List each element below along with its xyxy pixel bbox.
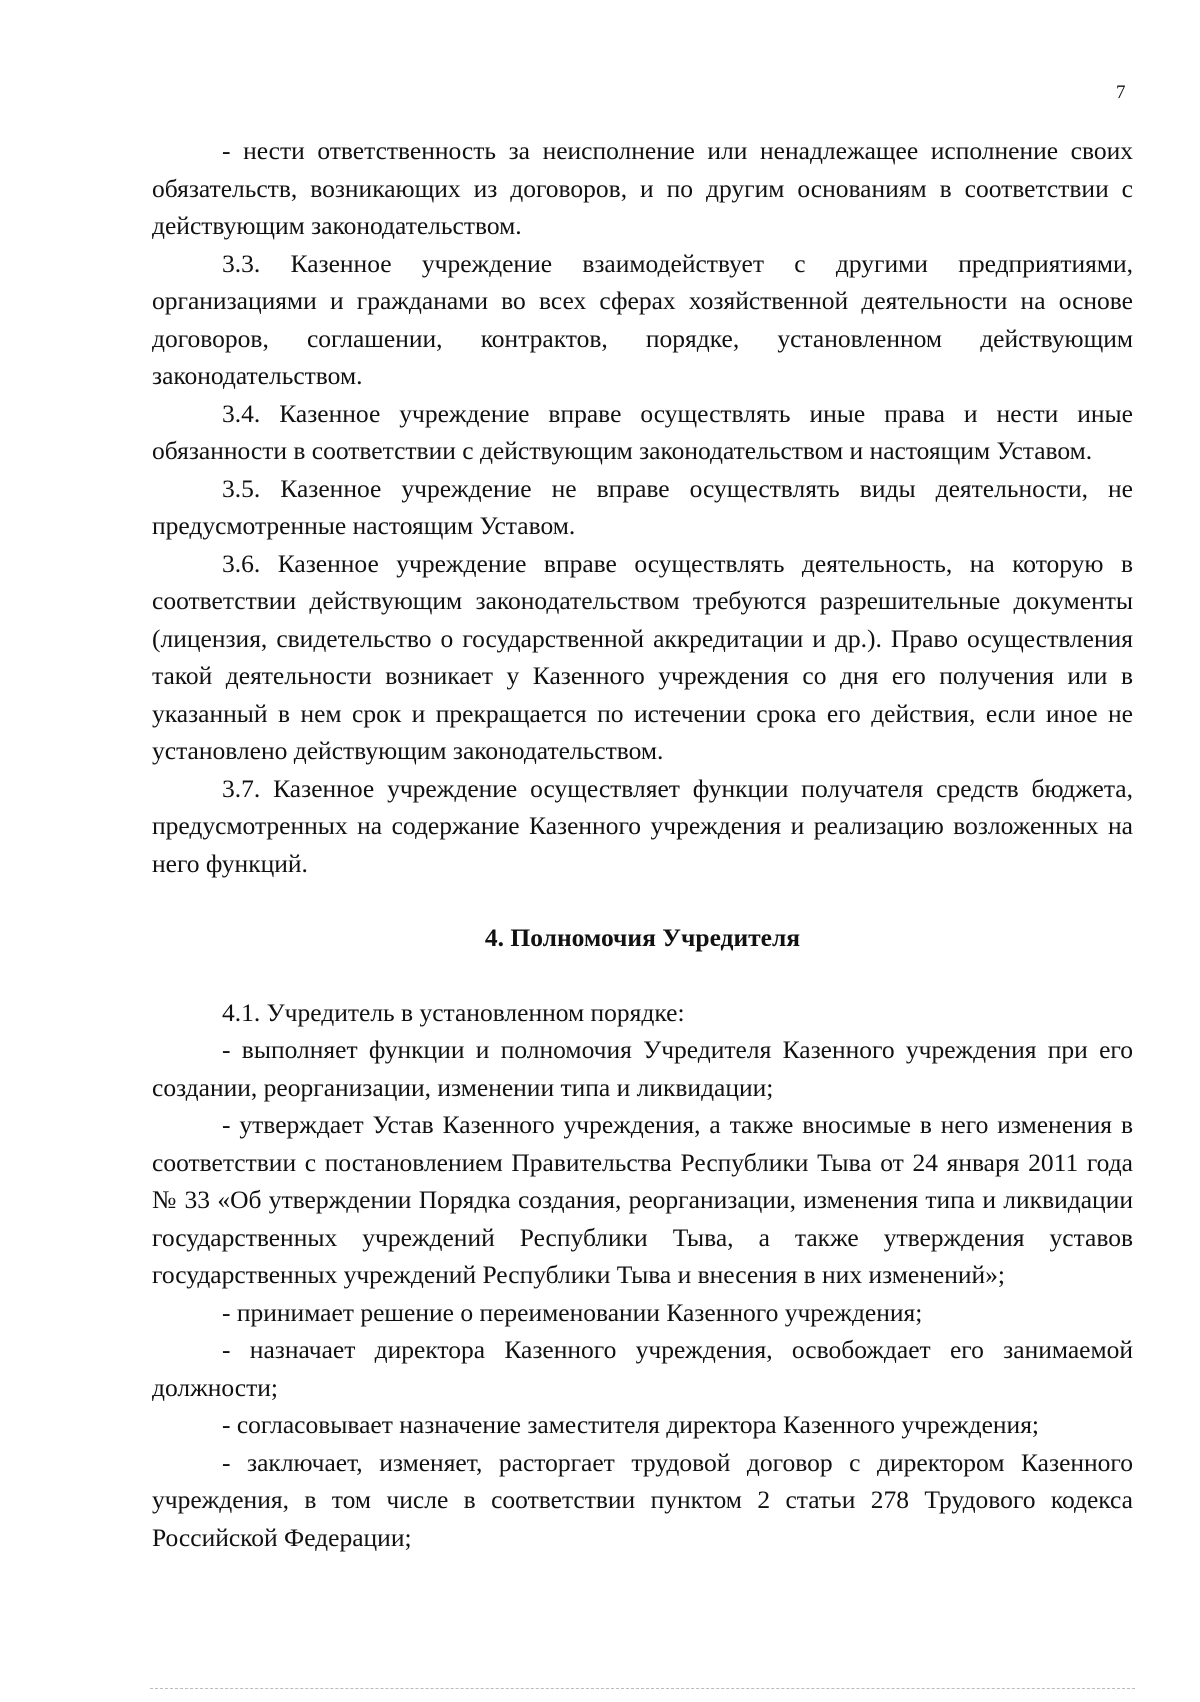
paragraph-3-5: 3.5. Казенное учреждение не вправе осуществлять виды деятельности, не предусмотренные настоящим Уставом. — [152, 473, 1133, 540]
paragraph-3-6: 3.6. Казенное учреждение вправе осуществлять деятельность, на которую в соответствии действующим законодательством требуются разрешительные документы (лицензия, свидетельство о государственной аккредитации и др.). Право осуществления такой деятельности возникает у Казенного учреждения со дня его получения или в указанный в нем срок и прекращается по истечении срока его действия, если иное не установлено действующим законодательством. — [152, 548, 1133, 765]
document-body — [152, 132, 1133, 1556]
paragraph-3-7: 3.7. Казенное учреждение осуществляет функции получателя средств бюджета, предусмотренных на содержание Казенного учреждения и реализацию возложенных на него функций. — [152, 773, 1133, 878]
paragraph-3-4: 3.4. Казенное учреждение вправе осуществлять иные права и нести иные обязанности в соответствии с действующим законодательством и настоящим Уставом. — [152, 398, 1133, 465]
paragraph-4-1: 4.1. Учредитель в установленном порядке: — [222, 997, 685, 1027]
list-item-charter: - утверждает Устав Казенного учреждения, а также вносимые в него изменения в соответствии с постановлением Правительства Республики Тыва от 24 января 2011 года № 33 «Об утверждении Порядка создания, реорганизации, изменения типа и ликвидации государственных учреждений Республики Тыва, а также утверждения уставов государственных учреждений Республики Тыва и внесения в них изменений»; — [152, 1110, 1133, 1289]
list-item-director: - назначает директора Казенного учреждения, освобождает его занимаемой должности; — [152, 1335, 1133, 1402]
page-number: 7 — [1116, 82, 1126, 103]
scan-edge-line — [150, 1688, 1135, 1689]
list-item-deputy: - согласовывает назначение заместителя директора Казенного учреждения; — [222, 1410, 1040, 1439]
paragraph-liability: - нести ответственность за неисполнение или ненадлежащее исполнение своих обязательств, возникающих из договоров, и по другим основаниям в соответствии с действующим законодательством. — [152, 136, 1133, 240]
list-item-functions: - выполняет функции и полномочия Учредителя Казенного учреждения при его создании, реорганизации, изменении типа и ликвидации; — [152, 1035, 1133, 1102]
list-item-contract: - заключает, изменяет, расторгает трудовой договор с директором Казенного учреждения, в том числе в соответствии пунктом 2 статьи 278 Трудового кодекса Российской Федерации; — [152, 1447, 1133, 1552]
list-item-rename: - принимает решение о переименовании Казенного учреждения; — [222, 1297, 923, 1327]
section-heading: 4. Полномочия Учредителя — [484, 923, 801, 952]
paragraph-3-3: 3.3. Казенное учреждение взаимодействует с другими предприятиями, организациями и гражданами во всех сферах хозяйственной деятельности на основе договоров, соглашении, контрактов, порядке, установленном действующим законодательством. — [152, 248, 1133, 390]
